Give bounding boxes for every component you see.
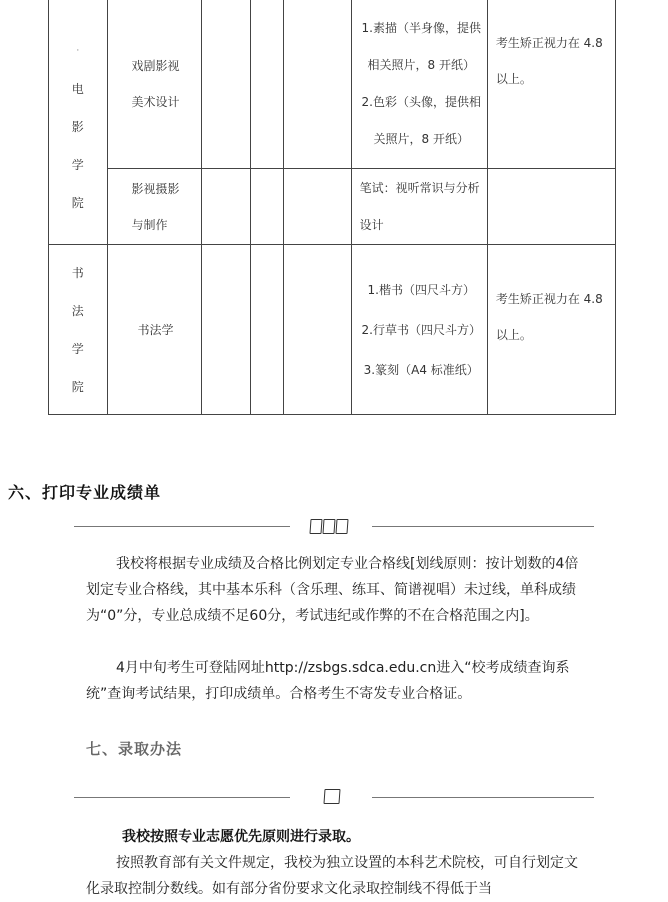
empty-cell: [487, 169, 615, 245]
major-line: 与制作: [131, 217, 168, 232]
college-cell-film: · 电 影 学 院: [49, 0, 108, 245]
divider-right: [372, 797, 594, 798]
section-7-bold-line: 我校按照专业志愿优先原则进行录取。: [122, 829, 360, 845]
college-cell-calligraphy: [49, 245, 108, 415]
empty-cell: [202, 245, 250, 415]
exam-line: 关照片，8 开纸）: [373, 131, 469, 146]
section-7-paragraph: 按照教育部有关文件规定，我校为独立设置的本科艺术院校，可自行划定文化录取控制分数线。如有部分省份要求文化录取控制线不得低于当: [86, 855, 578, 897]
major-line: 戏剧影视: [131, 58, 180, 73]
empty-cell: [250, 245, 283, 415]
empty-cell: [284, 245, 352, 415]
college-char: 学: [71, 341, 84, 356]
major-line: 书法学: [137, 322, 174, 337]
empty-cell: [250, 0, 283, 169]
admission-table: [48, 0, 616, 415]
note-line: 考生矫正视力在 4.8: [495, 292, 603, 306]
table-row: [49, 169, 616, 245]
divider-left: [74, 797, 290, 798]
major-cell: [107, 245, 202, 415]
college-char: 书: [71, 265, 84, 280]
note-cell: [487, 245, 615, 415]
major-line: 美术设计: [131, 94, 180, 109]
college-char: 院: [71, 379, 84, 394]
table-row: [49, 245, 616, 415]
divider-left: [74, 526, 290, 527]
section-6-paragraph-1: 我校将根据专业成绩及合格比例划定专业合格线[划线原则：按计划数的4倍划定专业合格线，其中基本乐科（含乐理、练耳、简谱视唱）未过线，单科成绩为“0”分，专业总成绩不足60分，考试违纪或作弊的不在合格范围之内]。: [86, 556, 579, 624]
exam-line: 2.色彩（头像，提供相: [361, 94, 481, 109]
college-char: 影: [71, 119, 84, 134]
college-char: 院: [71, 195, 84, 210]
empty-cell: [284, 169, 352, 245]
exam-line: 设计: [359, 217, 384, 232]
divider-right: [372, 526, 594, 527]
section-6-heading: 六、打印专业成绩单: [8, 483, 162, 502]
empty-cell: [202, 0, 250, 169]
exam-line: 1.楷书（四尺斗方）: [367, 282, 475, 297]
college-char: 法: [71, 303, 84, 318]
section-6-paragraph-2: 4月中旬考生可登陆网址http://zsbgs.sdca.edu.cn进入“校考成绩查询系统”查询考试结果，打印成绩单。合格考生不寄发专业合格证。: [86, 660, 570, 702]
empty-cell: [284, 0, 352, 169]
exam-cell: [351, 169, 487, 245]
empty-cell: [202, 169, 250, 245]
note-line: 以上。: [495, 72, 532, 86]
major-cell: [107, 0, 202, 169]
table-row: [49, 0, 616, 169]
exam-line: 笔试：视听常识与分析: [359, 180, 480, 195]
college-char: 学: [71, 157, 84, 172]
exam-line: 3.篆刻（A4 标准纸）: [363, 362, 479, 377]
college-char: 电: [71, 81, 84, 96]
exam-cell: [351, 245, 487, 415]
exam-cell: [351, 0, 487, 169]
major-cell: [107, 169, 202, 245]
boxes-icon: [310, 519, 348, 534]
exam-line: 相关照片，8 开纸）: [367, 57, 475, 72]
box-icon: [324, 789, 340, 804]
major-line: 影视摄影: [131, 181, 180, 196]
empty-cell: [250, 169, 283, 245]
exam-line: 2.行草书（四尺斗方）: [361, 322, 481, 337]
note-line: 以上。: [495, 328, 532, 342]
section-7-heading: 七、录取办法: [86, 740, 183, 758]
exam-line: 1.素描（半身像，提供: [361, 20, 481, 35]
note-cell: [487, 0, 615, 169]
note-line: 考生矫正视力在 4.8: [495, 36, 603, 50]
